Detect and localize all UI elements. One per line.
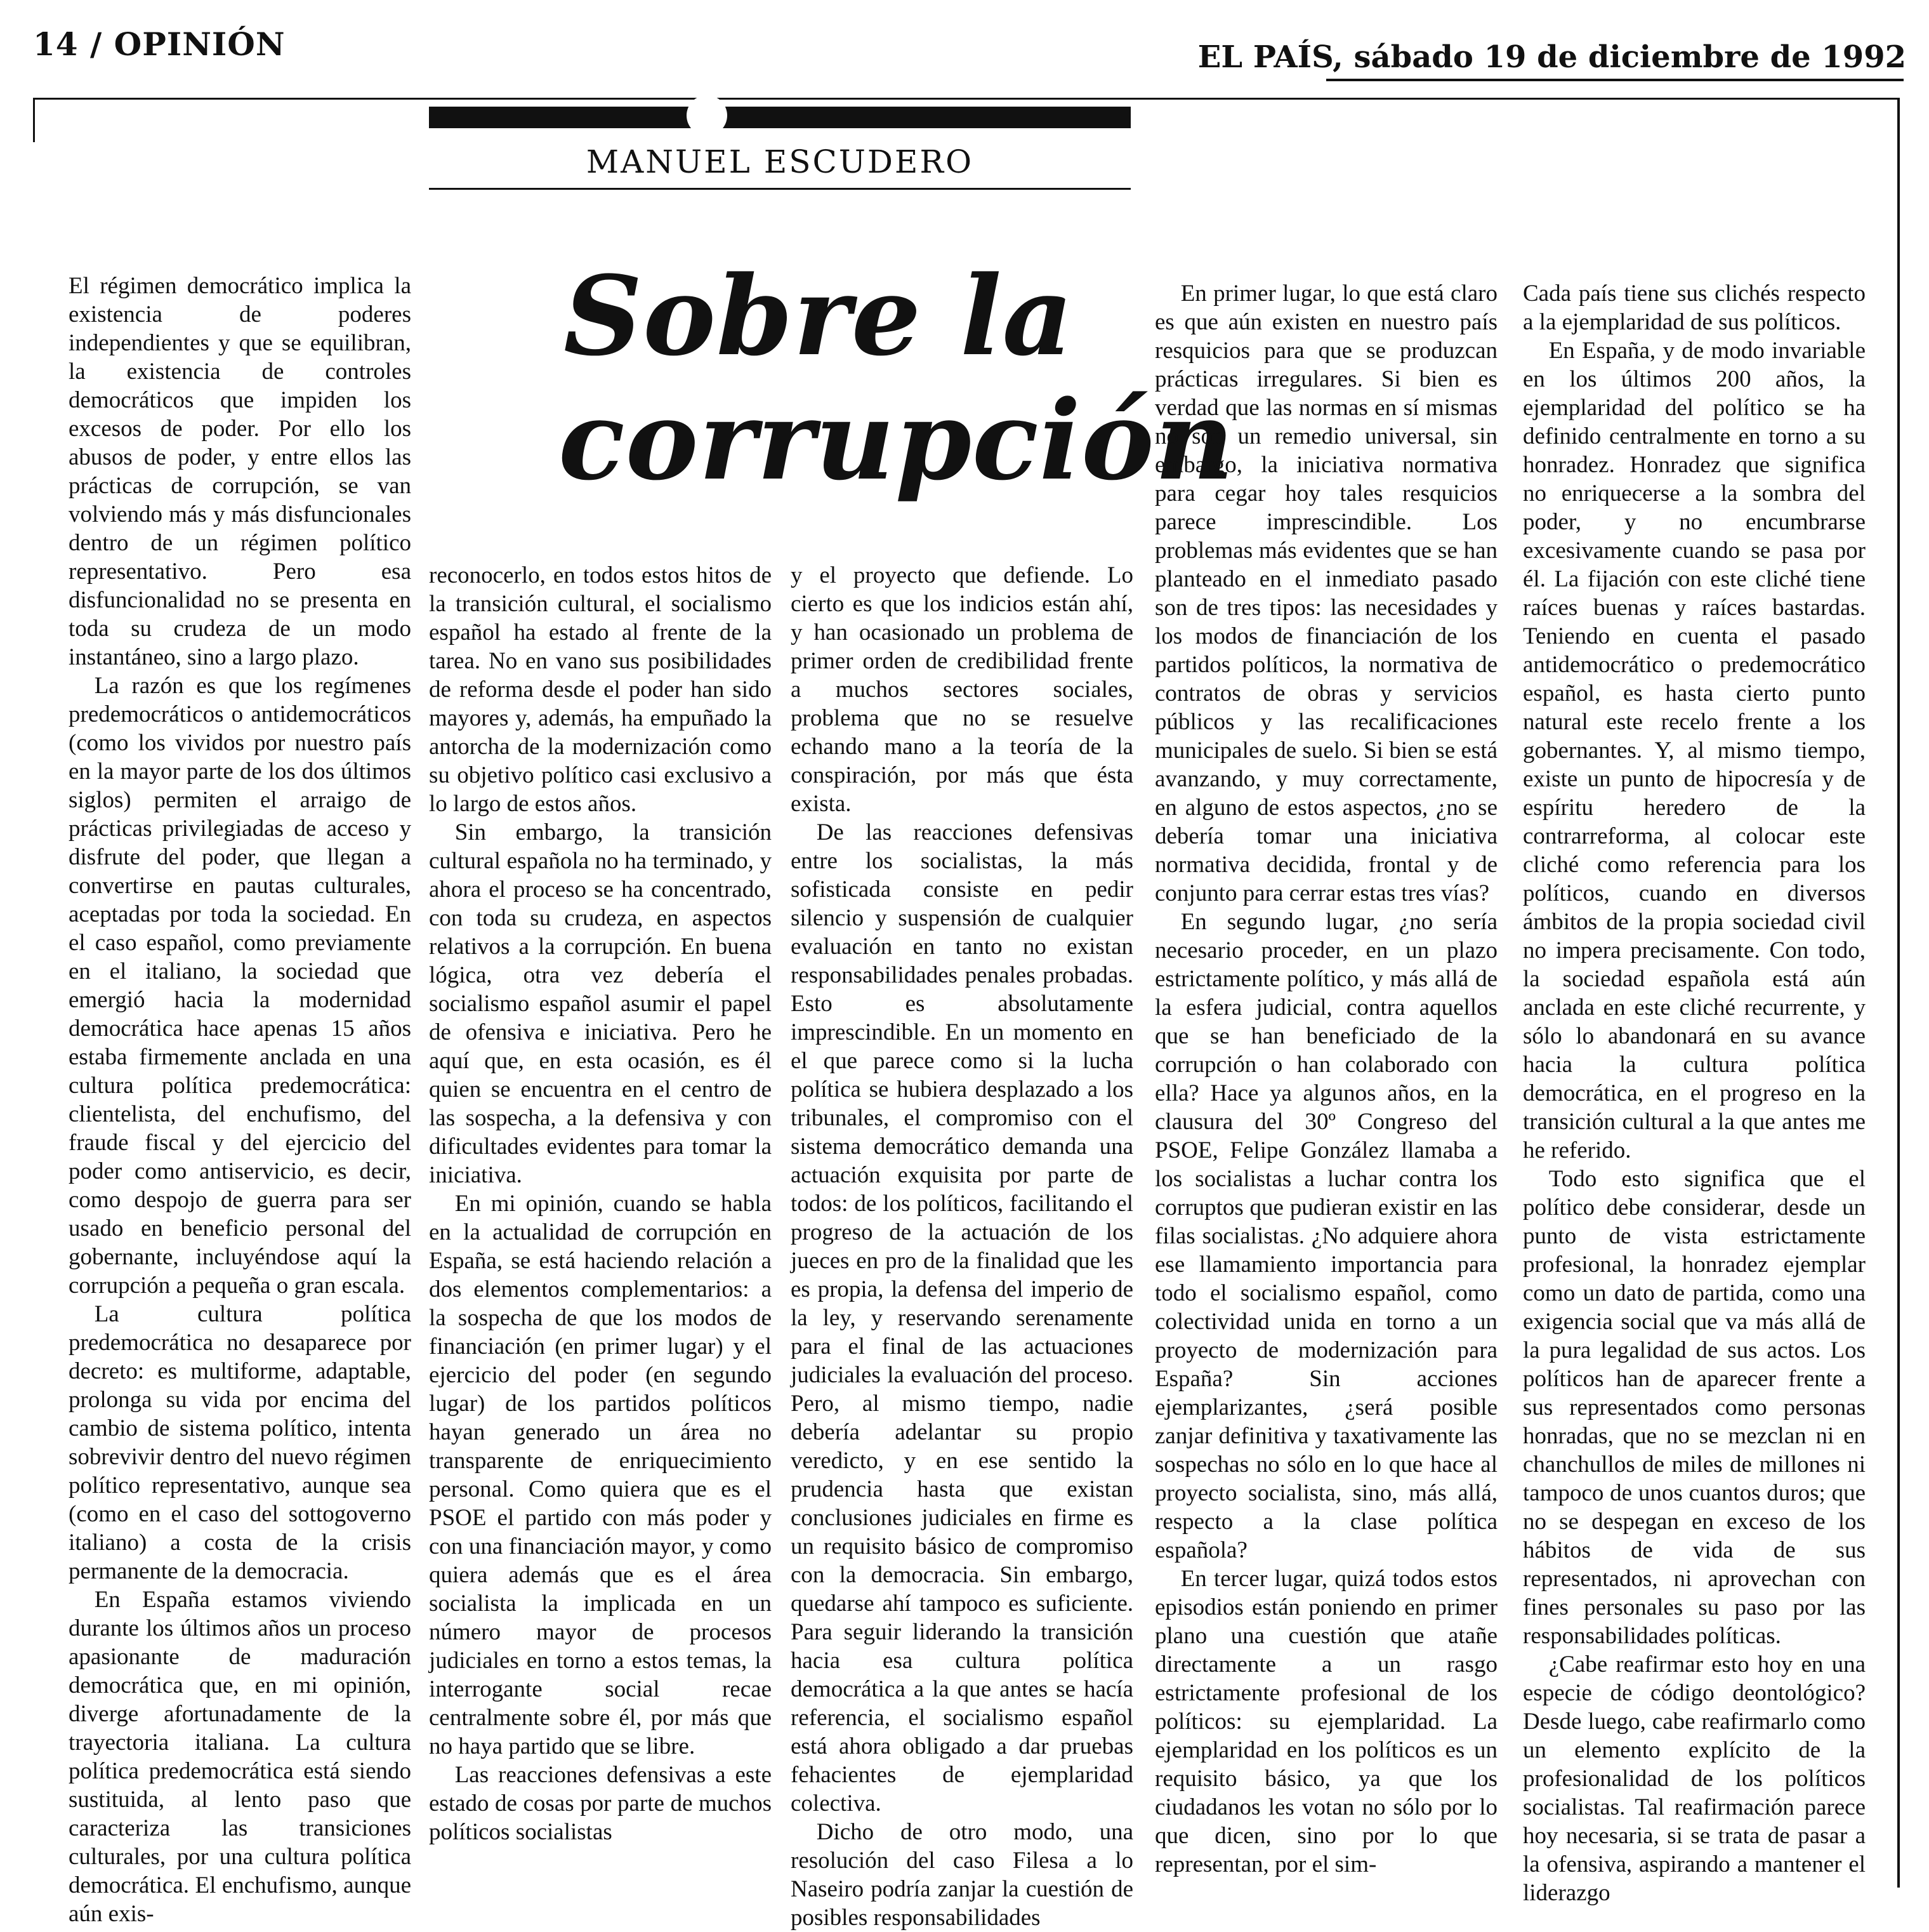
paragraph: Las reacciones defensivas a este estado de cosas por parte de muchos políticos socialistas <box>429 1762 772 1845</box>
header-rule <box>1326 79 1904 81</box>
paragraph: La razón es que los regímenes predemocráticos o antidemocráticos (como los vividos por nuestro país en la mayor parte de los dos últimos siglos) permiten el arraigo de prácticas privilegiadas de acceso y disfrute del poder, que llegan a convertirse en pautas culturales, aceptadas por toda la sociedad. En el caso español, como previamente en el italiano, la sociedad que emergió hacia la modernidad democrática hace apenas 15 años estaba firmemente anclada en una cultura política predemocrática: clientelista, del enchufismo, del fraude fiscal y del ejercicio del poder como antiservicio, es decir, como despojo de guerra para ser usado en beneficio personal del gobernante, incluyéndose aquí la corrupción a pequeña o gran escala. <box>69 673 411 1299</box>
author-rule <box>429 188 1131 190</box>
article-frame-top <box>33 98 1899 100</box>
paragraph: En primer lugar, lo que está claro es que aún existen en nuestro país resquicios para que se produzcan prácticas irregulares. Si bien es verdad que las normas en sí mismas no son un remedio universal, sin embargo, la iniciativa normativa para cegar hoy tales resquicios parece imprescindible. Los problemas más evidentes que se han planteado en el inmediato pasado son de tres tipos: las necesidades y los modos de financiación de los partidos políticos, la normativa de contratos de obras y servicios públicos y las recalificaciones municipales de suelo. Si bien se está avanzando, y muy correctamente, en alguno de estos aspectos, ¿no se debería tomar una iniciativa normativa decidida, frontal y de conjunto para cerrar estas tres vías? <box>1155 281 1498 906</box>
article-frame-right <box>1897 98 1900 1888</box>
paragraph: ¿Cabe reafirmar esto hoy en una especie de código deontológico? Desde luego, cabe reafirmarlo como un elemento explícito de la profesionalidad de los políticos socialistas. Tal reafirmación parece hoy necesaria, si se trata de pasar a la ofensiva, aspirando a mantener el liderazgo <box>1523 1651 1866 1906</box>
author-bar <box>429 107 1131 128</box>
title-line-2: corrupción <box>558 376 1235 505</box>
paragraph: En España estamos viviendo durante los últimos años un proceso apasionante de maduración democrática que, en mi opinión, diverge afortunadamente de la trayectoria italiana. La cultura política predemocrática está siendo sustituida, al lento paso que caracteriza las transiciones culturales, por una cultura política democrática. El enchufismo, aunque aún exis- <box>69 1587 411 1927</box>
paragraph: Todo esto significa que el político debe considerar, desde un punto de vista estrictamente profesional, la honradez ejemplar como un dato de partida, como una exigencia social que va más allá de la pura legalidad de sus actos. Los políticos han de aparecer frente a sus representados como personas honradas, que no se mezclan ni en chanchullos de miles de millones ni tampoco de unos cuantos duros; que no se despegan en exceso de los hábitos de vida de sus representados, ni aprovechan con fines personales su paso por las responsabilidades políticas. <box>1523 1166 1866 1649</box>
article-title <box>558 251 1235 505</box>
paragraph: De las reacciones defensivas entre los socialistas, la más sofisticada consiste en pedir silencio y suspensión de cualquier evaluación en tanto no existan responsabilidades penales probadas. Esto es absolutamente imprescindible. En un momento en el que parece como si la lucha política se hubiera desplazado a los tribunales, el compromiso con el sistema democrático demanda una actuación exquisita por parte de todos: de los políticos, facilitando el progreso de la actuación de los jueces en pro de la finalidad que les es propia, la defensa del imperio de la ley, y reservando serenamente para el final de las actuaciones judiciales la evaluación del proceso. Pero, al mismo tiempo, nadie debería adelantar su propio veredicto, y en ese sentido la prudencia hasta que existan conclusiones judiciales en firme es un requisito básico de compromiso con la democracia. Sin embargo, quedarse ahí tampoco es suficiente. Para seguir liderando la transición hacia esa cultura política democrática a la que antes se hacía referencia, el socialismo español está ahora obligado a dar pruebas fehacientes de ejemplaridad colectiva. <box>791 819 1133 1816</box>
paragraph: y el proyecto que defiende. Lo cierto es que los indicios están ahí, y han ocasionado un problema de primer orden de credibilidad frente a muchos sectores sociales, problema que no se resuelve echando mano a la teoría de la conspiración, por más que ésta exista. <box>791 562 1133 817</box>
title-line-1: Sobre la <box>563 251 1074 380</box>
paragraph: En segundo lugar, ¿no sería necesario proceder, en un plazo estrictamente político, y más allá de la esfera judicial, contra aquellos que se han beneficiado de la corrupción o han colaborado con ella? Hace ya algunos años, en la clausura del 30º Congreso del PSOE, Felipe González llamaba a los socialistas a luchar contra los corruptos que pudieran existir en las filas socialistas. ¿No adquiere ahora ese llamamiento importancia para todo el socialismo español, como colectividad unida en torno a un proyecto de modernización para España? Sin acciones ejemplarizantes, ¿será posible zanjar definitiva y taxativamente las sospechas no sólo en lo que hace al proyecto socialista, sino, más allá, respecto a la clase política española? <box>1155 909 1498 1563</box>
paragraph: El régimen democrático implica la existencia de poderes independientes y que se equilibran, la existencia de controles democráticos que impiden los excesos de poder. Por ello los abusos de poder, y entre ellos las prácticas de corrupción, se van volviendo más y más disfuncionales dentro de un régimen político representativo. Pero esa disfuncionalidad no se presenta en toda su crudeza de un modo instantáneo, sino a largo plazo. <box>69 273 411 670</box>
paragraph: Cada país tiene sus clichés respecto a la ejemplaridad de sus políticos. <box>1523 281 1866 335</box>
article-column-2 <box>429 561 772 1894</box>
article-column-1 <box>69 272 411 1927</box>
author-name: MANUEL ESCUDERO <box>586 143 974 180</box>
paragraph: Sin embargo, la transición cultural española no ha terminado, y ahora el proceso se ha concentrado, con toda su crudeza, en aspectos relativos a la corrupción. En buena lógica, otra vez debería el socialismo español asumir el papel de ofensiva e iniciativa. Pero he aquí que, en esta ocasión, es él quien se encuentra en el centro de las sospecha, a la defensiva y con dificultades evidentes para tomar la iniciativa. <box>429 819 772 1188</box>
section-header: 14 / OPINIÓN <box>33 25 286 63</box>
publication-date: EL PAÍS, sábado 19 de diciembre de 1992 <box>1197 39 1906 75</box>
paragraph: La cultura política predemocrática no desaparece por decreto: es multiforme, adaptable, prolonga su vida por encima del cambio de sistema político, intenta sobrevivir dentro del nuevo régimen político representativo, aunque sea (como en el caso del sottogoverno italiano) a costa de la crisis permanente de la democracia. <box>69 1301 411 1584</box>
paragraph: En mi opinión, cuando se habla en la actualidad de corrupción en España, se está haciendo relación a dos elementos complementarios: a la sospecha de que los modos de financiación (en primer lugar) y el ejercicio del poder (en segundo lugar) de los partidos políticos hayan generado un área no transparente de enriquecimiento personal. Como quiera que es el PSOE el partido con más poder y con una financiación mayor, y como quiera además que es el área socialista la implicada en un número mayor de procesos judiciales en torno a estos temas, la interrogante social recae centralmente sobre él, por más que no haya partido que se libre. <box>429 1191 772 1759</box>
article-frame-left <box>33 98 35 142</box>
paragraph: En tercer lugar, quizá todos estos episodios están poniendo en primer plano una cuestión que atañe directamente a un rasgo estrictamente profesional de los políticos: su ejemplaridad. La ejemplaridad en los políticos es un requisito básico, ya que los ciudadanos les votan no sólo por lo que dicen, sino por lo que representan, por el sim- <box>1155 1566 1498 1877</box>
paragraph: En España, y de modo invariable en los últimos 200 años, la ejemplaridad del político se ha definido centralmente en torno a su honradez. Honradez que significa no enriquecerse a la sombra del poder, y no encumbrarse excesivamente cuando se pasa por él. La fijación con este cliché tiene raíces buenas y raíces bastardas. Teniendo en cuenta el pasado antidemocrático o predemocrático español, es hasta cierto punto natural este recelo frente a los gobernantes. Y, al mismo tiempo, existe un punto de hipocresía y de espíritu heredero de la contrarreforma, al colocar este cliché como referencia para los políticos, cuando en diversos ámbitos de la propia sociedad civil no impera precisamente. Con todo, la sociedad española está aún anclada en este cliché recurrente, y sólo lo abandonará en su avance hacia la cultura política democrática, en el progreso en la transición cultural a la que antes me he referido. <box>1523 338 1866 1163</box>
article-column-3 <box>791 561 1133 1931</box>
author-bar-notch <box>687 95 727 136</box>
paragraph: Dicho de otro modo, una resolución del caso Filesa a lo Naseiro podría zanjar la cuestión de posibles responsabilidades <box>791 1819 1133 1931</box>
paragraph: reconocerlo, en todos estos hitos de la transición cultural, el socialismo español ha estado al frente de la tarea. No en vano sus posibilidades de reforma desde el poder han sido mayores y, además, ha empuñado la antorcha de la modernización como su objetivo político casi exclusivo a lo largo de estos años. <box>429 562 772 817</box>
article-column-5 <box>1523 279 1866 1906</box>
article-column-4 <box>1155 279 1498 1893</box>
